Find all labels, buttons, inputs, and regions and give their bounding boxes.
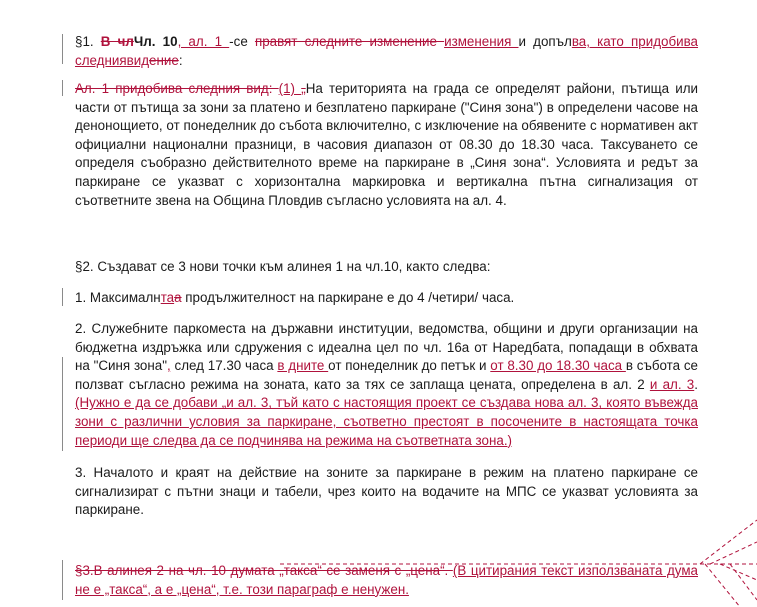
connector-line bbox=[710, 542, 757, 564]
article-ref: Чл. 10 bbox=[133, 34, 178, 49]
deleted-text: ение bbox=[149, 52, 179, 68]
deleted-text: §3.В алинея 2 на чл. 10 думата „такса“ се заменя с „цена“. bbox=[75, 563, 453, 578]
inserted-text: ва, като придобива следния bbox=[75, 34, 699, 68]
inserted-text: (1) bbox=[278, 81, 302, 96]
connector-line bbox=[730, 564, 757, 600]
text-run: : bbox=[178, 52, 183, 68]
text-run: §2. Създават се 3 нови точки към алинея 1 на чл.10, както следва: bbox=[75, 259, 491, 274]
deleted-text: Ал. 1 придобива следния вид: bbox=[75, 81, 279, 96]
deleted-text: правят следните изменение bbox=[254, 34, 445, 49]
inserted-text: та bbox=[160, 290, 175, 305]
text-run: от понеделник до петък и bbox=[328, 358, 491, 374]
inserted-text: от 8.30 до 18.30 часа bbox=[490, 358, 626, 374]
text-run: 1. Максималн bbox=[75, 290, 161, 305]
text-run: §1. bbox=[75, 34, 101, 49]
deleted-text: а bbox=[174, 290, 182, 305]
text-run: -се bbox=[229, 34, 255, 49]
connector-line bbox=[700, 520, 757, 564]
inserted-text: и ал. 3 bbox=[649, 376, 695, 392]
inserted-comment-text: (В цитирания текст използваната дума не е „такса“, а е „цена“, т.е. този параграф е ненужен. bbox=[75, 563, 698, 597]
text-run: и допъл bbox=[518, 34, 572, 49]
text-run: 3. Началото и краят на действие на зоните за паркиране в режим на платено паркиране се сигнализират с пътни знаци и табели, чрез които на водачите на МПС се указват условията за паркиране. bbox=[75, 465, 698, 518]
text-run: в събота се ползват съгласно режима на зоната, като за тях се заплаща цената, определена в ал. 2 bbox=[75, 358, 698, 392]
inserted-comment-text: (Нужно е да се добави „и ал. 3, тъй като с настоящия проект се създава нова ал. 3, която въвежда зони с различни условия за паркиране, съответно престоят в посочените в настоящата точка периоди ще следва да се подчинява на режима на съответната зона.) bbox=[75, 395, 698, 448]
text-run: На територията на града се определят райони, пътища или части от пътища за зони за платено и безплатено паркиране ("Синя зона") в определени часове на денонощието, от понеделник до събота включително, с изключение на обявените с нормативен акт официални национални празници, в часовия диапазон от 08.30 до 18.30 часа. Таксуването се определя съобразно действителното време на паркиране в „Синя зона“. Условията и редът за паркиране се указват с хоризонтална маркировка и вертикална пътна сигнализация от съответните звена на Община Пловдив съгласно условията на ал. 4. bbox=[75, 81, 699, 208]
connector-line bbox=[720, 564, 757, 580]
inserted-text: , ал. 1 bbox=[177, 34, 230, 49]
inserted-text: вид bbox=[126, 52, 150, 68]
deleted-text: „ bbox=[301, 81, 306, 96]
text-run: 2. Служебните паркоместа на държавни институции, ведомства, общини и други организации на бюджетна издръжка или сдружения с идеална цел по чл. 16а от Наредбата, попадащи в обхвата на "Синя зона" bbox=[75, 321, 698, 374]
text-run: продължителност на паркиране е до 4 /четири/ часа. bbox=[181, 290, 515, 305]
inserted-text: изменения bbox=[444, 34, 519, 49]
inserted-text: в дните bbox=[277, 358, 329, 374]
inserted-text: , bbox=[166, 358, 171, 374]
deleted-text: В чл bbox=[100, 34, 134, 49]
text-run: след 17.30 часа bbox=[170, 358, 278, 374]
text-run: . bbox=[694, 376, 698, 392]
